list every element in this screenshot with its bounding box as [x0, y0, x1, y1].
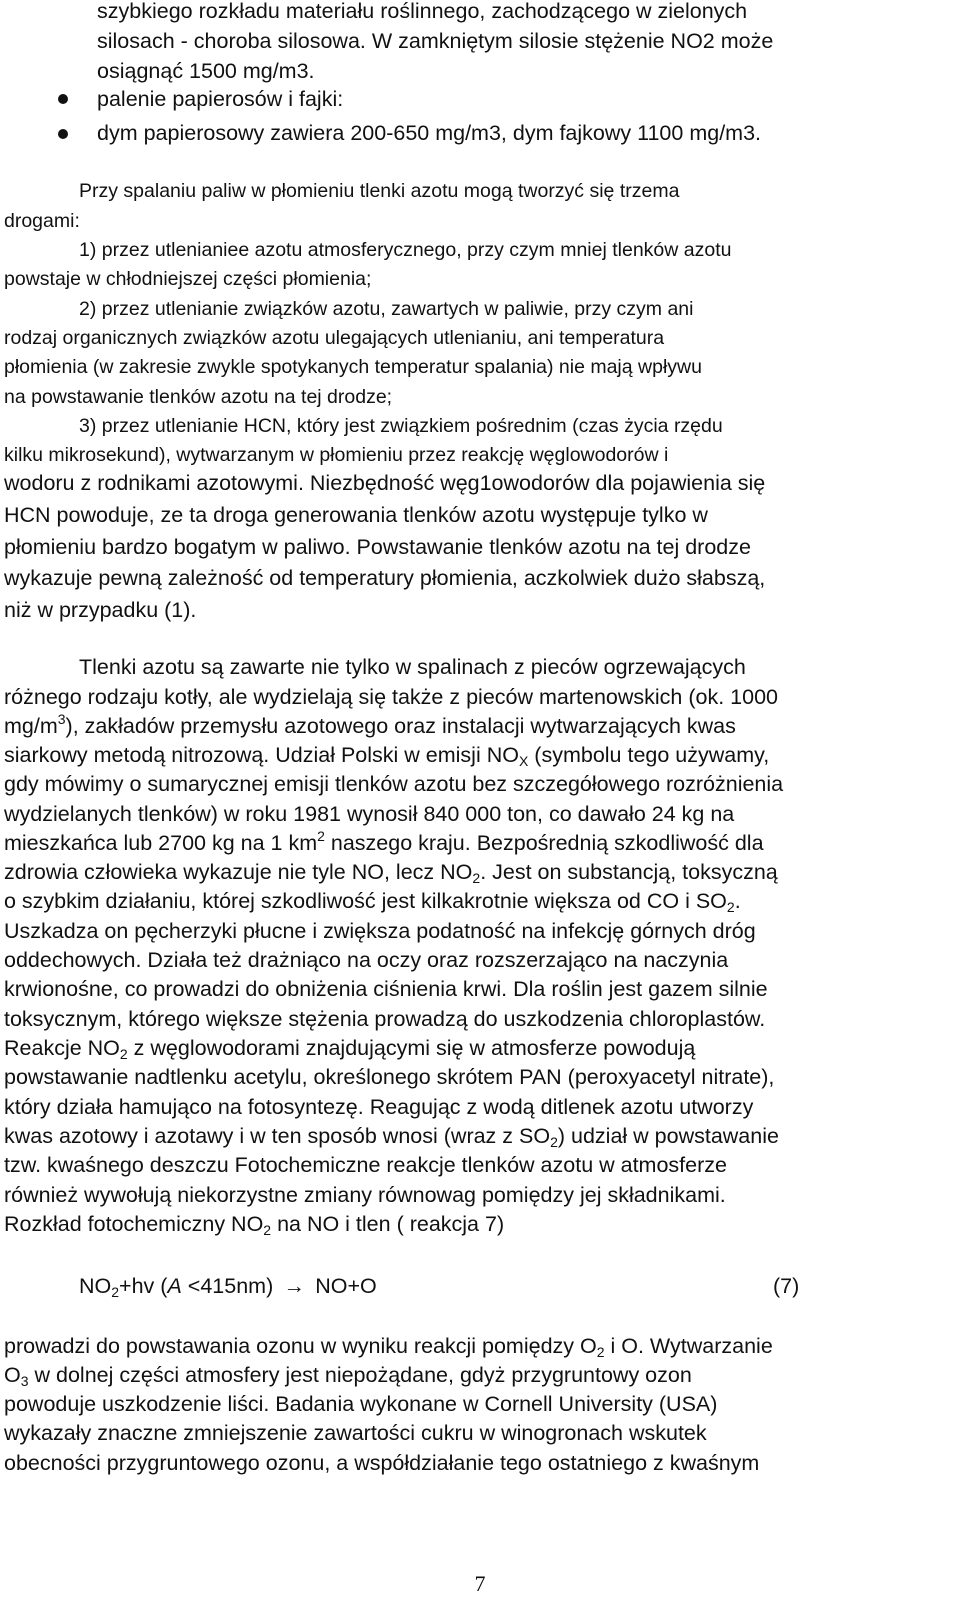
text-line: siarkowy metodą nitrozową. Udział Polski w emisji $NO_X$ (symbolu tego używamy,	[4, 743, 770, 769]
text-line: 1) przez utlenianiee azotu atmosferycznego, przy czym mniej tlenków azotu	[79, 239, 732, 261]
page-number: 7	[474, 1571, 486, 1596]
text-line: tzw. kwaśnego deszczu Fotochemiczne reakcje tlenków azotu w atmosferze	[4, 1153, 727, 1177]
text-line: Przy spalaniu paliw w płomieniu tlenki azotu mogą tworzyć się trzema	[79, 180, 680, 202]
text-line: również wywołują niekorzystne zmiany równowag pomiędzy jej składnikami.	[4, 1183, 726, 1207]
text-line: krwionośne, co prowadzi do obniżenia ciśnienia krwi. Dla roślin jest gazem silnie	[4, 977, 768, 1001]
text-line: Reakcje $NO_2$ z węglowodorami znajdującymi się w atmosferze powodują	[4, 1036, 696, 1062]
text-line: $mg/m^3$), zakładów przemysłu azotowego oraz instalacji wytwarzających kwas	[4, 711, 736, 738]
bullet-item: palenie papierosów i fajki:	[97, 87, 344, 111]
text-line: o szybkim działaniu, której szkodliwość jest kilkakrotnie większa od CO i $SO_2$.	[4, 889, 741, 915]
text-line: oddechowych. Działa też drażniąco na oczy oraz rozszerzająco na naczynia	[4, 948, 729, 972]
text-line: kilku mikrosekund), wytwarzanym w płomieniu przez reakcję węglowodorów i	[4, 444, 669, 466]
text-line: niż w przypadku (1).	[4, 598, 197, 622]
text-line: na powstawanie tlenków azotu na tej drodze;	[4, 386, 393, 408]
text-line: prowadzi do powstawania ozonu w wyniku reakcji pomiędzy $O_2$ i O. Wytwarzanie	[4, 1334, 773, 1360]
text-line: drogami:	[4, 210, 80, 232]
equation-number: (7)	[773, 1274, 800, 1298]
bullet-icon	[58, 94, 68, 104]
text-line: 3) przez utlenianie HCN, który jest związkiem pośrednim (czas życia rzędu	[79, 415, 723, 437]
text-line: wodoru z rodnikami azotowymi. Niezbędność węg1owodorów dla pojawienia się	[4, 471, 766, 495]
text-line: osiągnąć 1500 mg/m3.	[97, 59, 315, 83]
text-line: płomieniu bardzo bogatym w paliwo. Powstawanie tlenków azotu na tej drodze	[4, 535, 751, 559]
text-line: rodzaj organicznych związków azotu ulegających utlenianiu, ani temperatura	[4, 327, 665, 349]
text-line: Tlenki azotu są zawarte nie tylko w spalinach z pieców ogrzewających	[79, 655, 746, 679]
bullet-icon	[58, 129, 68, 139]
text-line: silosach - choroba silosowa. W zamkniętym silosie stężenie NO2 może	[97, 29, 774, 53]
text-line: kwas azotowy i azotawy i w ten sposób wnosi (wraz z $SO_2$) udział w powstawanie	[4, 1124, 779, 1150]
text-line: płomienia (w zakresie zwykle spotykanych temperatur spalania) nie mają wpływu	[4, 356, 702, 378]
text-line: wydzielanych tlenków) w roku 1981 wynosił 840 000 ton, co dawało 24 kg na	[4, 802, 735, 826]
text-line: powstaje w chłodniejszej części płomienia;	[4, 268, 372, 290]
text-line: różnego rodzaju kotły, ale wydzielają się także z pieców martenowskich (ok. 1000	[4, 685, 778, 709]
text-line: obecności przygruntowego ozonu, a współdziałanie tego ostatniego z kwaśnym	[4, 1451, 760, 1475]
text-line: powstawanie nadtlenku acetylu, określonego skrótem PAN (peroxyacetyl nitrate),	[4, 1065, 775, 1089]
text-line: wykazuje pewną zależność od temperatury płomienia, aczkolwiek dużo słabszą,	[4, 566, 766, 590]
text-line: wykazały znaczne zmniejszenie zawartości cukru w winogronach wskutek	[4, 1421, 707, 1445]
text-line: mieszkańca lub 2700 kg na 1 $km^2$ naszego kraju. Bezpośrednią szkodliwość dla	[4, 828, 764, 855]
text-line: gdy mówimy o sumarycznej emisji tlenków azotu bez szczegółowego rozróżnienia	[4, 772, 784, 796]
lambda-symbol: A	[167, 1274, 182, 1298]
text-line: HCN powoduje, ze ta droga generowania tlenków azotu występuje tylko w	[4, 503, 708, 527]
text-line: zdrowia człowieka wykazuje nie tyle NO, lecz $NO_2$. Jest on substancją, toksyczną	[4, 860, 778, 886]
arrow-right-icon: →	[283, 1274, 305, 1298]
text-line: Rozkład fotochemiczny $NO_2$ na NO i tlen ( reakcja 7)	[4, 1212, 505, 1238]
text-line: 2) przez utlenianie związków azotu, zawartych w paliwie, przy czym ani	[79, 298, 694, 320]
text-line: powoduje uszkodzenie liści. Badania wykonane w Cornell University (USA)	[4, 1392, 718, 1416]
bullet-item: dym papierosowy zawiera 200-650 mg/m3, dym fajkowy 1100 mg/m3.	[97, 121, 762, 145]
text-line: który działa hamująco na fotosyntezę. Reagując z wodą ditlenek azotu utworzy	[4, 1095, 754, 1119]
reaction-equation: $NO_2+hv$ (A <415nm) → NO+O	[79, 1271, 377, 1301]
text-line: szybkiego rozkładu materiału roślinnego, zachodzącego w zielonych	[97, 0, 748, 23]
text-line: toksycznym, którego większe stężenia prowadzą do uszkodzenia chloroplastów.	[4, 1007, 766, 1031]
text-line: $O_3$ w dolnej części atmosfery jest niepożądane, gdyż przygruntowy ozon	[4, 1363, 692, 1389]
text-line: Uszkadza on pęcherzyki płucne i zwiększa podatność na infekcję górnych dróg	[4, 919, 756, 943]
